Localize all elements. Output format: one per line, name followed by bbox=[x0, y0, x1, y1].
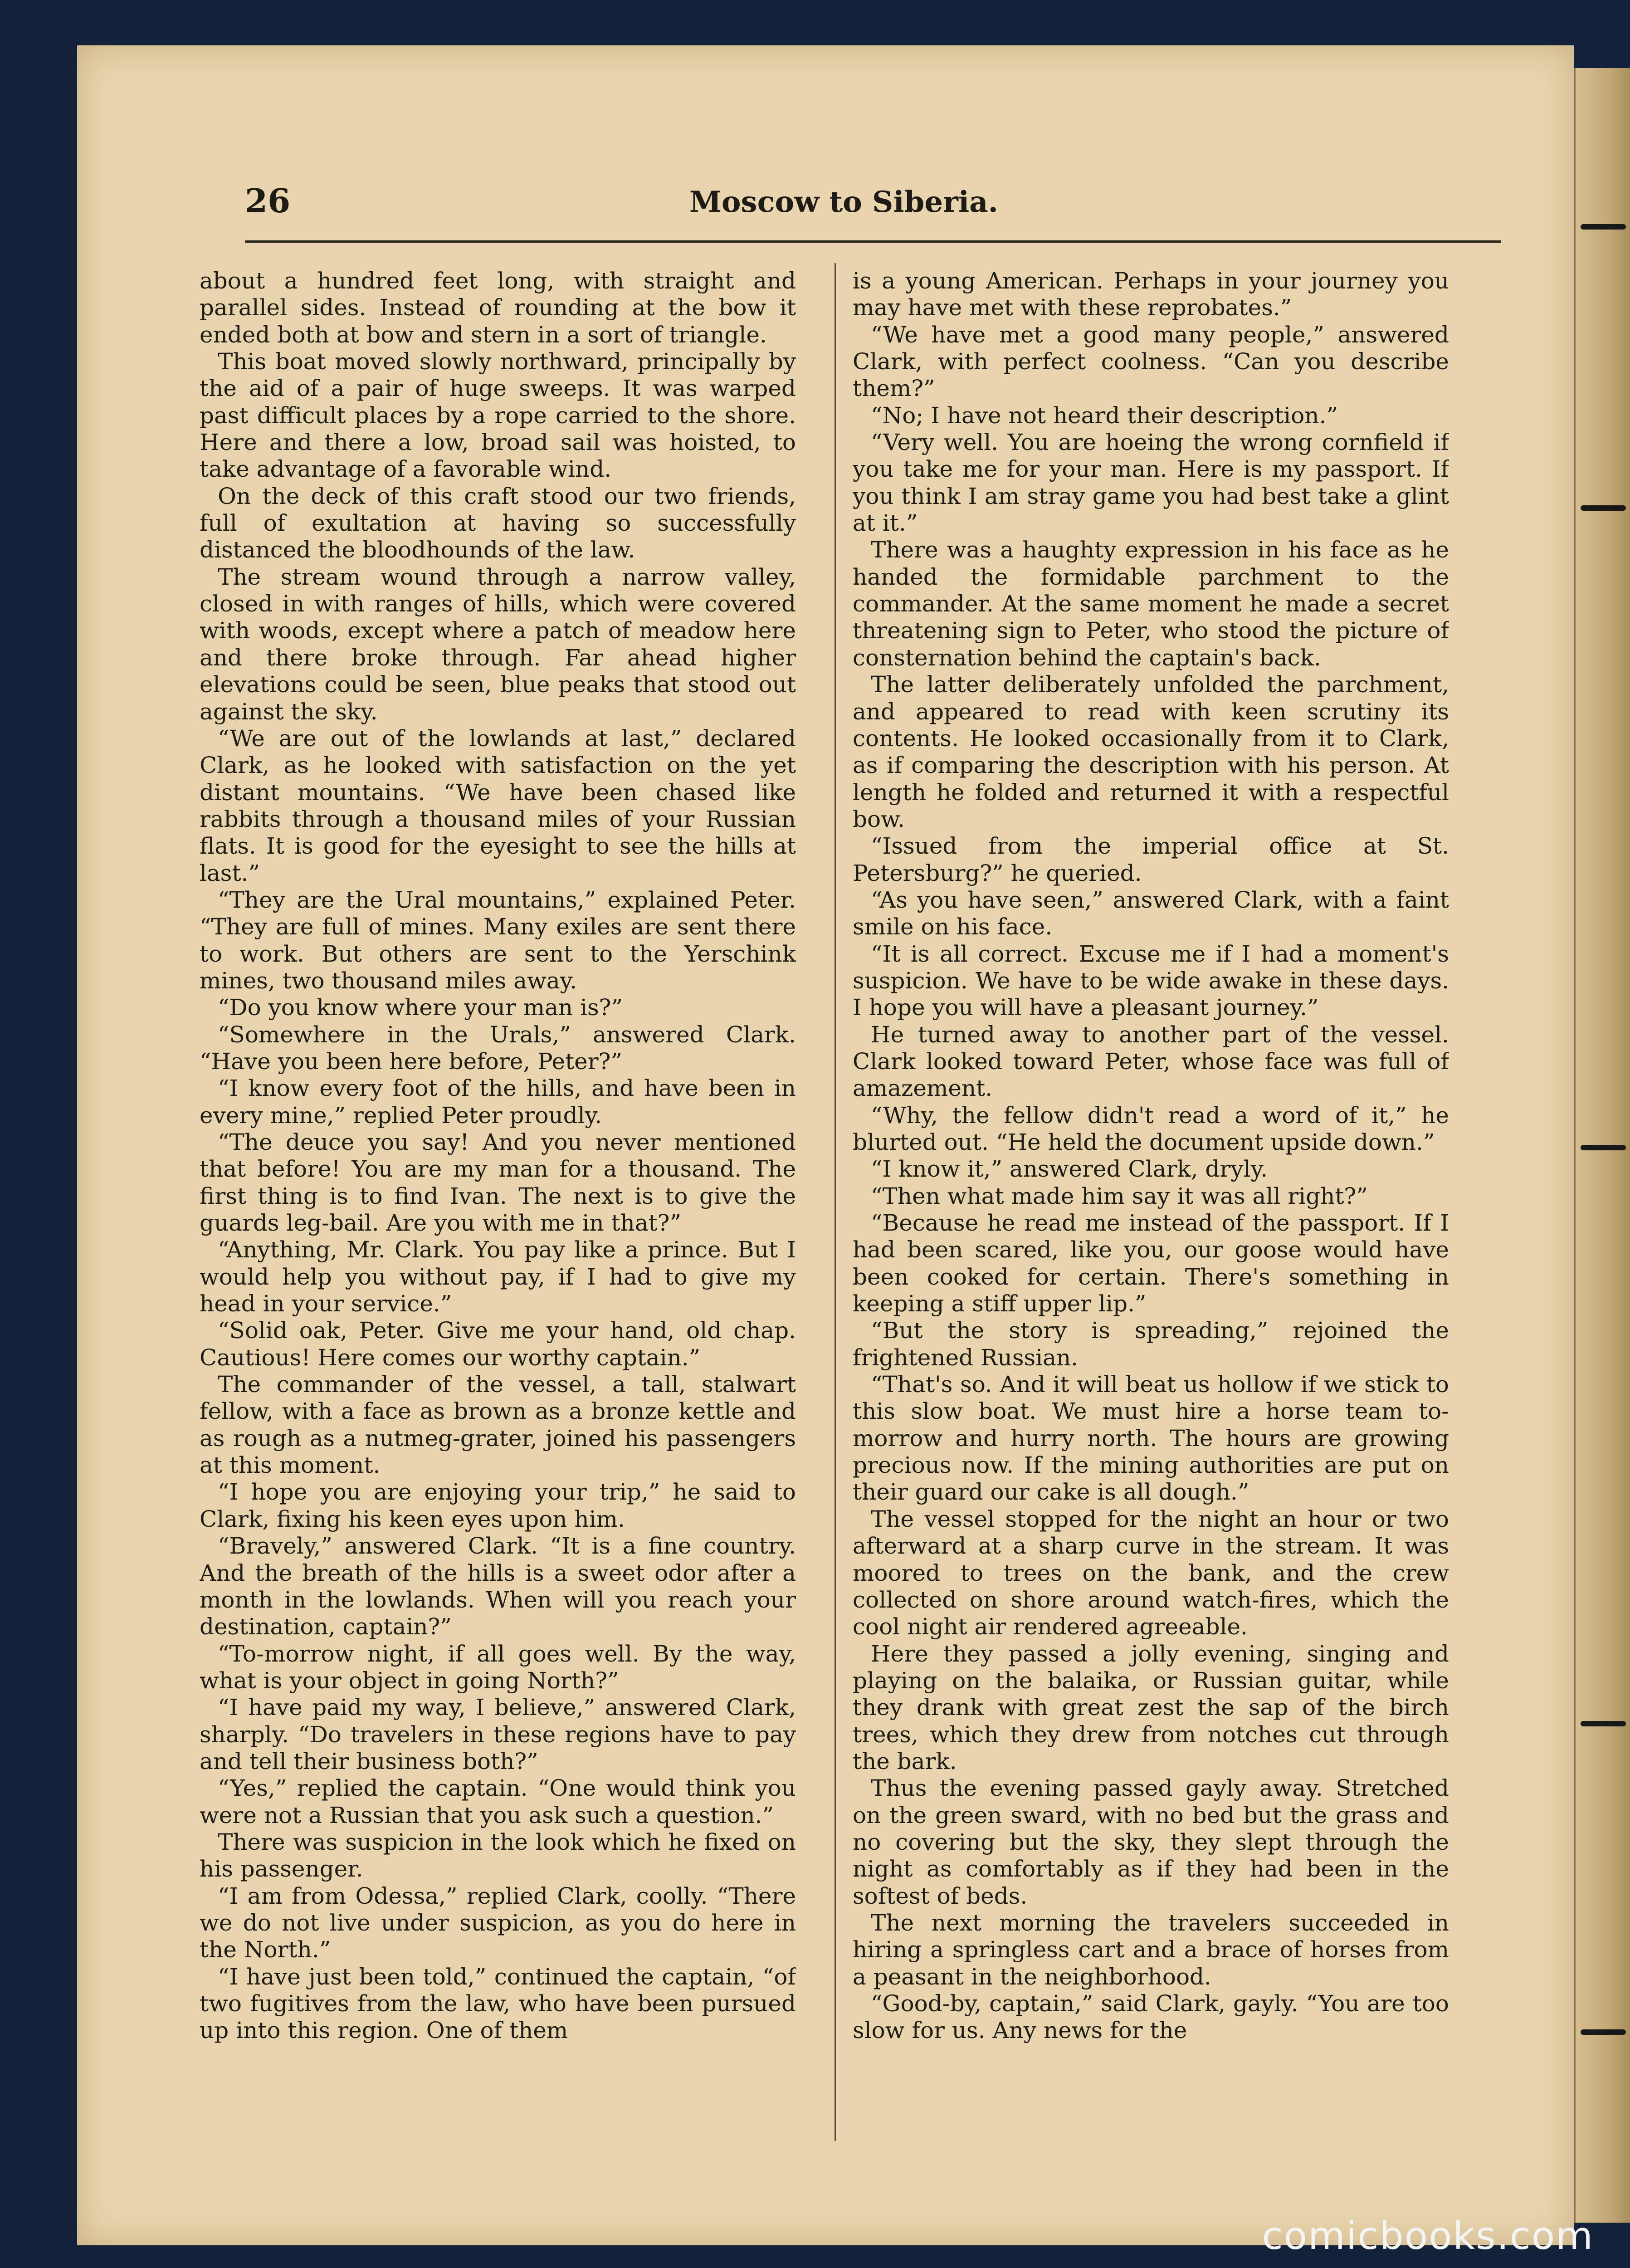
paragraph: “Yes,” replied the captain. “One would think you were not a Russian that you ask such a question.” bbox=[200, 1775, 796, 1828]
paragraph: “To-morrow night, if all goes well. By the way, what is your object in going North?” bbox=[200, 1640, 796, 1694]
paragraph: “I know every foot of the hills, and have been in every mine,” replied Peter proudly. bbox=[200, 1075, 796, 1129]
paragraph: about a hundred feet long, with straight and parallel sides. Instead of rounding at the bow it ended both at bow and stern in a sort of triangle. bbox=[200, 268, 796, 348]
paragraph: “It is all correct. Excuse me if I had a moment's suspicion. We have to be wide awake in these days. I hope you will have a pleasant journey.” bbox=[853, 940, 1449, 1021]
binding-stitch bbox=[1567, 503, 1630, 513]
paragraph: “Very well. You are hoeing the wrong cornfield if you take me for your man. Here is my passport. If you think I am stray game you had best take a glint at it.” bbox=[853, 429, 1449, 537]
paragraph: “I know it,” answered Clark, dryly. bbox=[871, 1156, 1268, 1183]
paragraph: “Because he read me instead of the passport. If I had been scared, like you, our goose would have been cooked for certain. There's something in keeping a stiff upper lip.” bbox=[853, 1210, 1449, 1317]
paragraph: “That's so. And it will beat us hollow if we stick to this slow boat. We must hire a horse team to-morrow and hurry north. The hours are growing precious now. If the mining authorities are put on their guard our cake is all dough.” bbox=[853, 1371, 1449, 1505]
paragraph: The latter deliberately unfolded the parchment, and appeared to read with keen scrutiny its contents. He looked occasionally from it to Clark, as if comparing the description with his person. At length he folded and returned it with a respectful bow. bbox=[853, 671, 1449, 832]
paragraph: “Solid oak, Peter. Give me your hand, old chap. Cautious! Here comes our worthy captain.” bbox=[200, 1317, 796, 1371]
paragraph: The next morning the travelers succeeded in hiring a springless cart and a brace of horses from a peasant in the neighborhood. bbox=[853, 1909, 1449, 1990]
paragraph: “Then what made him say it was all right?” bbox=[871, 1183, 1368, 1209]
paragraph: “Somewhere in the Urals,” answered Clark. “Have you been here before, Peter?” bbox=[200, 1021, 796, 1075]
paragraph: Here they passed a jolly evening, singing and playing on the balaika, or Russian guitar, while they drank with great zest the sap of the birch trees, which they drew from notches cut through the bark. bbox=[853, 1640, 1449, 1774]
paragraph: “Good-by, captain,” said Clark, gayly. “You are too slow for us. Any news for the bbox=[853, 1990, 1449, 2044]
paragraph: “I have paid my way, I believe,” answered Clark, sharply. “Do travelers in these regions have to pay and tell their business both?” bbox=[200, 1694, 796, 1774]
watermark: comicbooks.com bbox=[1262, 2214, 1594, 2258]
paragraph: He turned away to another part of the vessel. Clark looked toward Peter, whose face was full of amazement. bbox=[853, 1021, 1449, 1102]
paragraph: There was suspicion in the look which he fixed on his passenger. bbox=[200, 1828, 796, 1882]
paragraph: This boat moved slowly northward, principally by the aid of a pair of huge sweeps. It was warped past difficult places by a rope carried to the shore. Here and there a low, broad sail was hoisted, to take advantage of a favorable wind. bbox=[200, 348, 796, 483]
binding-stitch bbox=[1567, 2028, 1630, 2037]
paragraph: “As you have seen,” answered Clark, with a faint smile on his face. bbox=[853, 886, 1449, 940]
paragraph: The vessel stopped for the night an hour or two afterward at a sharp curve in the stream. It was moored to trees on the bank, and the crew collected on shore around watch-fires, which the cool night air rendered agreeable. bbox=[853, 1505, 1449, 1640]
paragraph: “They are the Ural mountains,” explained Peter. “They are full of mines. Many exiles are sent there to work. But others are sent to the Yerschink mines, two thousand miles away. bbox=[200, 886, 796, 994]
paragraph: “I hope you are enjoying your trip,” he said to Clark, fixing his keen eyes upon him. bbox=[200, 1479, 796, 1532]
right-column bbox=[853, 268, 1449, 2141]
binding-stitch bbox=[1567, 1719, 1630, 1728]
paragraph: Thus the evening passed gayly away. Stretched on the green sward, with no bed but the grass and no covering but the sky, they slept through the night as comfortably as if they had been in the softest of beds. bbox=[853, 1775, 1449, 1909]
paragraph: “Anything, Mr. Clark. You pay like a prince. But I would help you without pay, if I had to give my head in your service.” bbox=[200, 1237, 796, 1317]
paragraph: “I am from Odessa,” replied Clark, coolly. “There we do not live under suspicion, as you do here in the North.” bbox=[200, 1882, 796, 1963]
paragraph: The commander of the vessel, a tall, stalwart fellow, with a face as brown as a bronze kettle and as rough as a nutmeg-grater, joined his passengers at this moment. bbox=[200, 1371, 796, 1479]
left-column bbox=[200, 268, 796, 2141]
paragraph: “No; I have not heard their description.” bbox=[871, 402, 1338, 429]
page-number: 26 bbox=[245, 181, 291, 220]
paragraph: “Issued from the imperial office at St. Petersburg?” he queried. bbox=[853, 833, 1449, 886]
running-title: Moscow to Siberia. bbox=[689, 185, 998, 219]
paragraph: “The deuce you say! And you never mentioned that before! You are my man for a thousand. The first thing is to find Ivan. The next is to give the guards leg-bail. Are you with me in that?” bbox=[200, 1129, 796, 1237]
binding-stitch bbox=[1567, 222, 1630, 231]
paragraph: “Do you know where your man is?” bbox=[218, 994, 623, 1021]
header-rule bbox=[245, 240, 1501, 243]
paragraph: is a young American. Perhaps in your journey you may have met with these reprobates.” bbox=[853, 268, 1449, 321]
paragraph: “We have met a good many people,” answered Clark, with perfect coolness. “Can you describe them?” bbox=[853, 321, 1449, 402]
paragraph: The stream wound through a narrow valley, closed in with ranges of hills, which were covered with woods, except where a patch of meadow here and there broke through. Far ahead higher elevations could be seen, blue peaks that stood out against the sky. bbox=[200, 563, 796, 725]
column-divider bbox=[835, 263, 836, 2141]
page-header bbox=[245, 181, 1497, 231]
paragraph: On the deck of this craft stood our two friends, full of exultation at having so successfully distanced the bloodhounds of the law. bbox=[200, 483, 796, 563]
paragraph: There was a haughty expression in his face as he handed the formidable parchment to the commander. At the same moment he made a secret threatening sign to Peter, who stood the picture of consternation behind the captain's back. bbox=[853, 537, 1449, 671]
paragraph: “We are out of the lowlands at last,” declared Clark, as he looked with satisfaction on the yet distant mountains. “We have been chased like rabbits through a thousand miles of your Russian flats. It is good for the eyesight to see the hills at last.” bbox=[200, 725, 796, 886]
paragraph: “Why, the fellow didn't read a word of it,” he blurted out. “He held the document upside down.” bbox=[853, 1102, 1449, 1155]
paragraph: “Bravely,” answered Clark. “It is a fine country. And the breath of the hills is a sweet odor after a month in the lowlands. When will you reach your destination, captain?” bbox=[200, 1533, 796, 1640]
binding-stitch bbox=[1567, 1143, 1630, 1152]
paragraph: “But the story is spreading,” rejoined the frightened Russian. bbox=[853, 1317, 1449, 1371]
paragraph: “I have just been told,” continued the captain, “of two fugitives from the law, who have been pursued up into this region. One of them bbox=[200, 1963, 796, 2044]
